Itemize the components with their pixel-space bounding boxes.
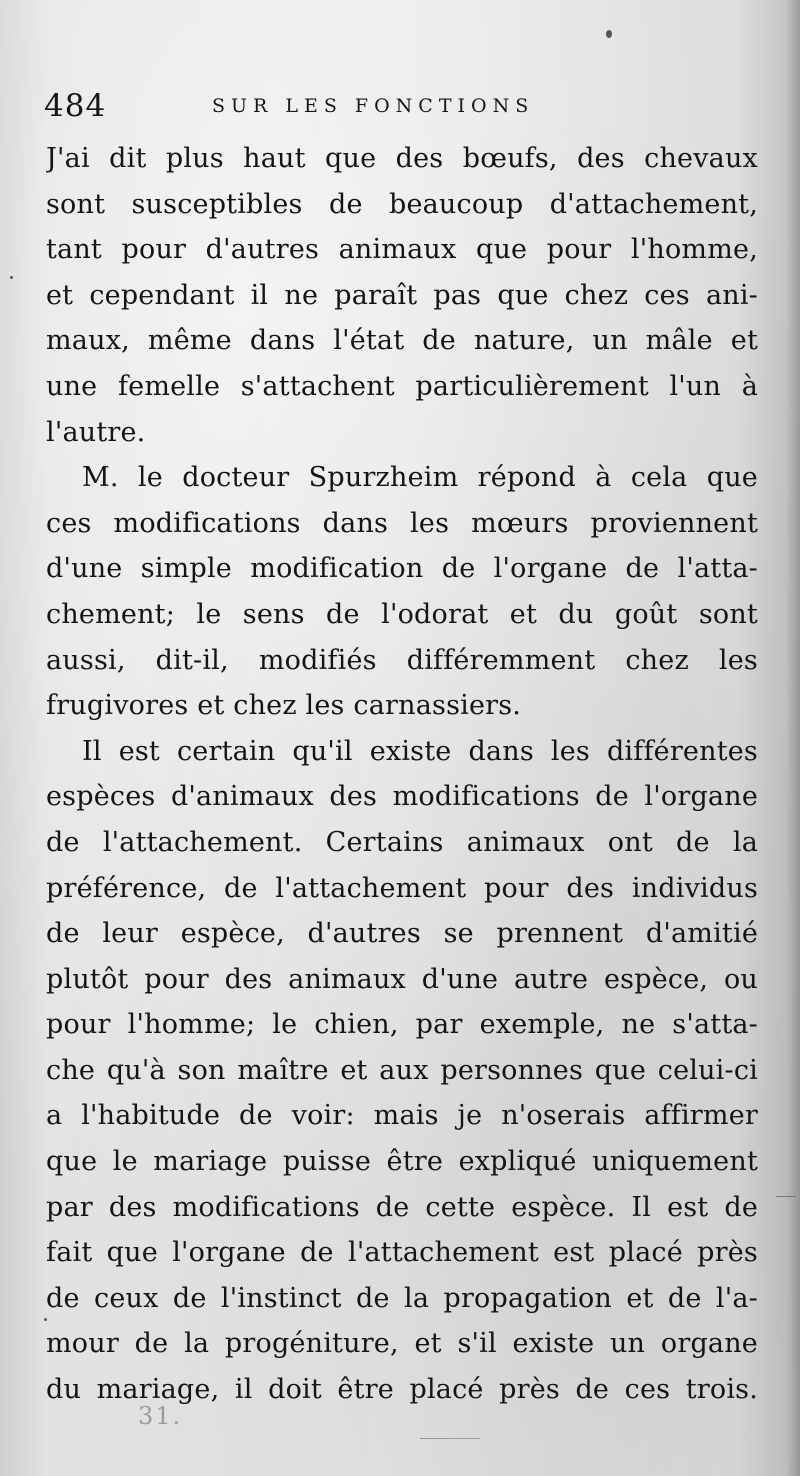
text-line: l'autre.	[46, 416, 146, 448]
text-line: préférence, de l'attachement pour des individus	[46, 872, 758, 904]
text-line: une femelle s'attachent particulièrement l'un à	[46, 370, 758, 402]
text-line: d'une simple modification de l'organe de l'atta-	[46, 553, 758, 585]
text-line: et cependant il ne paraît pas que chez ces ani-	[46, 279, 758, 311]
text-line: aussi, dit-il, modifiés différemment chez les	[46, 644, 758, 676]
text-line: Il est certain qu'il existe dans les différentes	[82, 735, 758, 767]
text-line: de ceux de l'instinct de la propagation et de l'a-	[46, 1282, 758, 1314]
text-line: que le mariage puisse être expliqué uniquement	[46, 1146, 758, 1178]
text-line: chement; le sens de l'odorat et du goût sont	[46, 598, 758, 630]
text-line: plutôt pour des animaux d'une autre espèce, ou	[46, 963, 758, 995]
running-title: SUR LES FONCTIONS	[212, 95, 535, 117]
text-line: fait que l'organe de l'attachement est placé près	[46, 1237, 758, 1269]
text-line: frugivores et chez les carnassiers.	[46, 690, 522, 722]
ink-speck	[10, 276, 13, 279]
text-line: M. le docteur Spurzheim répond à cela que	[82, 462, 758, 494]
text-line: pour l'homme; le chien, par exemple, ne s'atta-	[46, 1009, 758, 1041]
page-edge-shadow	[786, 0, 800, 1476]
text-line: maux, même dans l'état de nature, un mâle et	[46, 325, 758, 357]
page-header	[44, 86, 744, 126]
text-line: mour de la progéniture, et s'il existe un organe	[46, 1328, 758, 1360]
ink-speck	[606, 30, 612, 38]
margin-mark	[420, 1438, 480, 1439]
text-line: espèces d'animaux des modifications de l'organe	[46, 781, 758, 813]
text-line: a l'habitude de voir: mais je n'oserais affirmer	[46, 1100, 758, 1132]
faint-catchword: 31.	[138, 1402, 183, 1430]
text-line: J'ai dit plus haut que des bœufs, des chevaux	[46, 143, 758, 174]
text-line: tant pour d'autres animaux que pour l'homme,	[46, 234, 758, 266]
text-line: par des modifications de cette espèce. Il est de	[46, 1191, 758, 1223]
text-line: de leur espèce, d'autres se prennent d'amitié	[46, 918, 758, 950]
text-line: sont susceptibles de beaucoup d'attachement,	[46, 188, 758, 220]
text-line: ces modifications dans les mœurs proviennent	[46, 507, 758, 539]
ink-speck	[44, 1318, 47, 1321]
text-line: de l'attachement. Certains animaux ont de la	[46, 826, 758, 858]
text-line: du mariage, il doit être placé près de ces trois.	[46, 1374, 758, 1406]
margin-mark	[776, 1196, 796, 1197]
page-number: 484	[44, 88, 107, 124]
body-text	[46, 136, 758, 1413]
text-line: che qu'à son maître et aux personnes que celui-ci	[46, 1054, 758, 1086]
